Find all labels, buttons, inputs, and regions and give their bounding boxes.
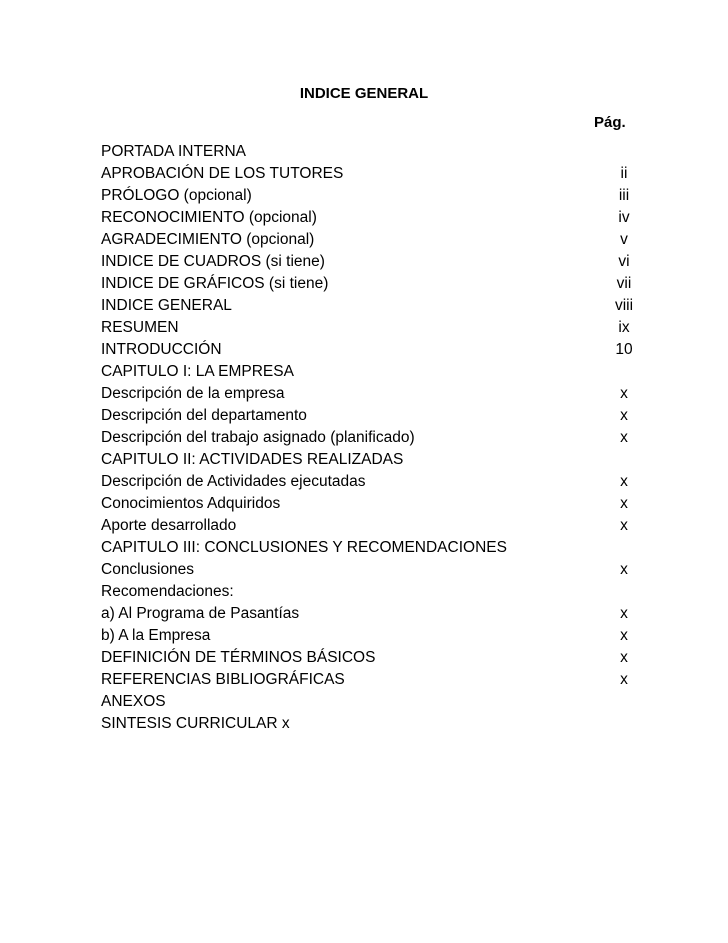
toc-entry — [101, 141, 661, 163]
toc-entry-title: Descripción de Actividades ejecutadas — [101, 473, 366, 490]
toc-entry-page: ix — [618, 319, 630, 336]
toc-entry — [101, 317, 661, 339]
toc-entry-page: x — [620, 495, 628, 512]
toc-entry-title: CAPITULO I: LA EMPRESA — [101, 363, 294, 380]
toc-entry — [101, 559, 661, 581]
toc-entry-page: vi — [618, 253, 630, 270]
toc-entry-page: x — [620, 605, 628, 622]
toc-entry-page: viii — [614, 297, 634, 314]
toc-entry-title: Conclusiones — [101, 561, 195, 578]
toc-entry — [101, 449, 661, 471]
toc-entry-title: INDICE DE GRÁFICOS (si tiene) — [101, 275, 329, 292]
toc-entry-title: Descripción de la empresa — [101, 385, 285, 402]
toc-entry-title: PRÓLOGO (opcional) — [101, 187, 252, 204]
toc-entry — [101, 669, 661, 691]
toc-entry — [101, 229, 661, 251]
page-column-header: Pág. — [594, 114, 626, 131]
document-title: INDICE GENERAL — [299, 85, 429, 102]
toc-entry-title: b) A la Empresa — [101, 627, 211, 644]
toc-entry-title: RECONOCIMIENTO (opcional) — [101, 209, 317, 226]
toc-entry — [101, 427, 661, 449]
toc-entry — [101, 295, 661, 317]
toc-entry — [101, 339, 661, 361]
toc-entry-title: CAPITULO III: CONCLUSIONES Y RECOMENDACIONES — [101, 539, 507, 556]
toc-entry-title: DEFINICIÓN DE TÉRMINOS BÁSICOS — [101, 649, 376, 666]
toc-entry-page: x — [620, 649, 628, 666]
toc-entry — [101, 185, 661, 207]
toc-entry — [101, 163, 661, 185]
toc-entry-title: PORTADA INTERNA — [101, 143, 246, 160]
toc-entry-page: x — [620, 627, 628, 644]
toc-entry-page: x — [620, 429, 628, 446]
toc-entry-title: INDICE GENERAL — [101, 297, 232, 314]
toc-entry-title: a) Al Programa de Pasantías — [101, 605, 300, 622]
toc-entry — [101, 471, 661, 493]
toc-entry — [101, 251, 661, 273]
toc-entry — [101, 273, 661, 295]
toc-entry-page: ii — [620, 165, 628, 182]
toc-entry-title: Descripción del departamento — [101, 407, 307, 424]
toc-entry-title: CAPITULO II: ACTIVIDADES REALIZADAS — [101, 451, 404, 468]
toc-entry-page: iii — [618, 187, 630, 204]
toc-entry-title: INTRODUCCIÓN — [101, 341, 222, 358]
toc-entry-title: REFERENCIAS BIBLIOGRÁFICAS — [101, 671, 345, 688]
toc-entry-title: RESUMEN — [101, 319, 179, 336]
toc-entry-page: vii — [616, 275, 632, 292]
toc-entry-title: Conocimientos Adquiridos — [101, 495, 281, 512]
toc-entry-page: v — [620, 231, 628, 248]
toc-entry — [101, 581, 661, 603]
toc-entry-title: Aporte desarrollado — [101, 517, 237, 534]
toc-entry — [101, 625, 661, 647]
toc-entry-page: x — [620, 671, 628, 688]
toc-entry-page: x — [620, 517, 628, 534]
toc-entry — [101, 405, 661, 427]
toc-entry — [101, 207, 661, 229]
toc-entry — [101, 713, 661, 735]
toc-entry-page: x — [620, 561, 628, 578]
toc-entry-page: x — [620, 473, 628, 490]
toc-entry-title: SINTESIS CURRICULAR x — [101, 715, 290, 732]
toc-entry-page: x — [620, 407, 628, 424]
toc-entry — [101, 361, 661, 383]
toc-entry — [101, 603, 661, 625]
toc-entry-page: iv — [618, 209, 630, 226]
toc-entry-title: AGRADECIMIENTO (opcional) — [101, 231, 315, 248]
table-of-contents — [101, 141, 661, 735]
toc-entry — [101, 691, 661, 713]
toc-entry-title: Descripción del trabajo asignado (planificado) — [101, 429, 415, 446]
toc-entry-title: Recomendaciones: — [101, 583, 234, 600]
toc-entry-page: x — [620, 385, 628, 402]
toc-entry-page: 10 — [615, 341, 633, 358]
toc-entry — [101, 383, 661, 405]
toc-entry — [101, 647, 661, 669]
toc-entry — [101, 493, 661, 515]
toc-entry-title: ANEXOS — [101, 693, 166, 710]
toc-entry — [101, 537, 661, 559]
toc-entry-title: INDICE DE CUADROS (si tiene) — [101, 253, 325, 270]
toc-entry-title: APROBACIÓN DE LOS TUTORES — [101, 165, 344, 182]
toc-entry — [101, 515, 661, 537]
